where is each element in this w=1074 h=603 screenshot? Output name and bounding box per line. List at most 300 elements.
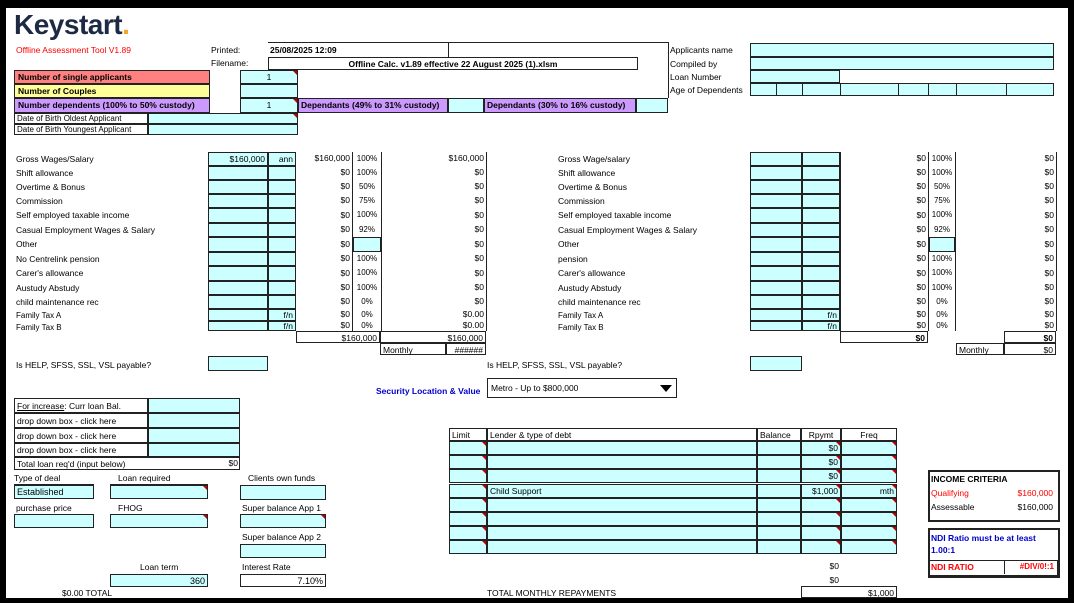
income-right-amount: $0 (916, 309, 926, 319)
income-left-freq[interactable] (268, 237, 296, 252)
income-right-amount: $0 (916, 224, 926, 234)
income-left-total: $0 (474, 239, 484, 249)
debt-extra-2: $0 (829, 575, 839, 585)
debt-lender-input[interactable] (487, 498, 757, 512)
age-dependents-label: Age of Dependents (670, 85, 743, 95)
ndi-ratio-value (1004, 561, 1054, 573)
clients-funds-input[interactable] (240, 485, 326, 500)
left-monthly-value: ###### (446, 343, 486, 355)
income-left-label: child maintenance rec (16, 297, 99, 307)
debt-balance-input[interactable] (757, 455, 801, 469)
debt-freq-input[interactable] (841, 441, 897, 455)
income-right-input[interactable] (750, 237, 802, 252)
debt-balance-input[interactable] (757, 484, 801, 498)
grid-line (1056, 152, 1057, 331)
income-left-amount: $0 (340, 268, 350, 278)
income-criteria-title: INCOME CRITERIA (931, 474, 1008, 484)
income-left-input[interactable] (208, 266, 268, 281)
debt-rpymt-input[interactable]: $0 (801, 469, 841, 483)
debt-freq-input[interactable] (841, 512, 897, 526)
income-right-amount: $0 (916, 320, 926, 330)
income-right-label: Family Tax B (558, 323, 604, 332)
debt-balance-input[interactable] (757, 498, 801, 512)
income-left-amount: $0 (340, 253, 350, 263)
income-right-freq[interactable] (802, 295, 840, 309)
income-left-input[interactable] (208, 237, 268, 252)
income-left-pct: 100% (356, 254, 378, 263)
income-left-label: Commission (16, 196, 63, 206)
income-right-label: Casual Employment Wages & Salary (558, 225, 698, 235)
applicants-name-label: Applicants name (670, 45, 733, 55)
bottom-total (62, 587, 112, 598)
income-right-input[interactable] (750, 321, 802, 331)
dob-oldest-input[interactable] (148, 113, 298, 124)
debt-header-limit: Limit (449, 428, 487, 441)
income-left-total: $0 (474, 296, 484, 306)
income-right-amount: $0 (916, 268, 926, 278)
income-right-amount: $0 (916, 181, 926, 191)
left-monthly-label: Monthly (380, 343, 446, 355)
loan-term-input[interactable]: 360 (110, 574, 208, 587)
income-right-pct: 100% (931, 154, 953, 163)
income-right-label: Other (558, 239, 580, 249)
bottom-total-label: TOTAL (85, 588, 113, 598)
help-right-label: Is HELP, SFSS, SSL, VSL payable? (487, 360, 623, 370)
filename-label: Filename: (211, 58, 249, 68)
income-right-amount: $0 (916, 239, 926, 249)
debt-rpymt-input[interactable] (801, 526, 841, 540)
grid-line (352, 152, 353, 331)
debt-lender-input[interactable] (487, 526, 757, 540)
debt-balance-input[interactable] (757, 526, 801, 540)
income-left-total: $0 (474, 253, 484, 263)
debt-limit-input[interactable] (449, 469, 487, 483)
loan-required-input[interactable] (110, 485, 208, 499)
income-right-amount: $0 (916, 282, 926, 292)
right-monthly-value: $0 (1004, 343, 1056, 355)
income-left-label: No Centrelink pension (16, 254, 100, 264)
debt-lender-input[interactable] (487, 455, 757, 469)
income-left-pct: 75% (358, 196, 375, 205)
left-total-amount: $160,000 (296, 331, 380, 343)
income-right-total: $0 (1044, 181, 1054, 191)
income-right-freq[interactable] (802, 194, 840, 208)
income-left-label: Self employed taxable income (16, 210, 130, 220)
income-right-label: Carer's allowance (558, 268, 626, 278)
type-of-deal-label: Type of deal (14, 472, 94, 485)
couples-input[interactable] (240, 84, 298, 98)
right-total-amount: $0 (840, 331, 928, 343)
debt-limit-input[interactable] (449, 512, 487, 526)
income-left-input[interactable] (208, 321, 268, 331)
debt-balance-input[interactable] (757, 469, 801, 483)
income-right-freq[interactable] (802, 252, 840, 266)
printed-value: 25/08/2025 12:09 (270, 45, 337, 55)
dropdown-3[interactable]: drop down box - click here (14, 443, 148, 457)
debt-balance-input[interactable] (757, 441, 801, 455)
income-left-amount: $0 (340, 296, 350, 306)
income-left-label: Casual Employment Wages & Salary (16, 225, 156, 235)
increase-label-rest: : Curr loan Bal. (64, 401, 121, 411)
income-left-freq[interactable] (268, 295, 296, 309)
grid-line (840, 152, 841, 331)
income-left-pct: 0% (361, 297, 373, 306)
income-right-pct: 92% (933, 225, 950, 234)
total-monthly-repayments-value: $1,000 (801, 586, 897, 598)
income-right-pct: 100% (931, 168, 953, 177)
debt-rpymt-input[interactable]: $0 (801, 441, 841, 455)
income-left-input[interactable] (208, 194, 268, 208)
grid-line (928, 152, 929, 331)
income-right-freq[interactable] (802, 166, 840, 180)
income-right-label: child maintenance rec (558, 297, 641, 307)
income-right-freq[interactable] (802, 208, 840, 223)
help-left-label: Is HELP, SFSS, SSL, VSL payable? (16, 360, 152, 370)
income-left-label: Carer's allowance (16, 268, 84, 278)
debt-lender-input[interactable] (487, 441, 757, 455)
debt-limit-input[interactable] (449, 540, 487, 554)
spreadsheet (6, 8, 1068, 598)
couples-label: Number of Couples (14, 84, 210, 98)
income-left-input[interactable] (208, 180, 268, 194)
income-left-total: $0.00 (462, 309, 484, 319)
income-left-total: $160,000 (448, 153, 484, 163)
income-right-label: Austudy Abstudy (558, 283, 622, 293)
income-left-input[interactable] (208, 295, 268, 309)
logo-dot: . (122, 9, 130, 40)
income-right-freq[interactable] (802, 281, 840, 295)
keystart-logo (14, 8, 129, 42)
income-left-pct: 100% (356, 154, 378, 163)
income-left-amount: $0 (340, 167, 350, 177)
income-left-freq[interactable] (268, 208, 296, 223)
income-right-label: Commission (558, 196, 605, 206)
dropdown-1[interactable]: drop down box - click here (14, 413, 148, 428)
income-left-label: Overtime & Bonus (16, 182, 85, 192)
security-selected: Metro - Up to $800,000 (491, 383, 579, 393)
income-left-pct: 0% (361, 310, 373, 319)
income-left-freq[interactable] (268, 166, 296, 180)
income-left-freq[interactable]: f/n (268, 309, 296, 321)
total-monthly-repayments-label: TOTAL MONTHLY REPAYMENTS (487, 588, 617, 598)
super-app2-input[interactable] (240, 544, 326, 558)
income-right-total: $0 (1044, 195, 1054, 205)
debt-lender-input[interactable] (487, 512, 757, 526)
income-right-pct: 100% (931, 283, 953, 292)
debt-lender-input[interactable]: Child Support (487, 484, 757, 498)
ndi-ratio-label: NDI RATIO (931, 562, 974, 572)
income-right-label: Self employed taxable income (558, 210, 672, 220)
qualifying-label: Qualifying (931, 488, 969, 498)
dob-youngest-input[interactable] (148, 124, 298, 135)
income-right-pct: 0% (936, 321, 948, 330)
dob-oldest-label: Date of Birth Oldest Applicant (14, 113, 148, 124)
income-right-label: Shift allowance (558, 168, 616, 178)
purchase-price-input[interactable] (14, 514, 94, 528)
compiled-by-input[interactable] (750, 57, 1054, 70)
income-right-amount: $0 (916, 210, 926, 220)
debt-header-rpymt: Rpymt (801, 428, 841, 441)
total-loan-value: $0 (228, 458, 238, 468)
income-right-total: $0 (1044, 153, 1054, 163)
debt-lender-input[interactable] (487, 469, 757, 483)
debt-rpymt-input[interactable] (801, 512, 841, 526)
debt-balance-input[interactable] (757, 512, 801, 526)
income-right-pct: 0% (936, 297, 948, 306)
fhog-label: FHOG (118, 503, 143, 513)
income-left-freq[interactable] (268, 281, 296, 295)
income-right-label: Gross Wage/salary (558, 154, 630, 164)
income-left-total: $0 (474, 181, 484, 191)
security-label: Security Location & Value (376, 386, 481, 396)
debt-freq-input[interactable] (841, 469, 897, 483)
loan-number-input[interactable] (750, 70, 840, 83)
income-right-label: Family Tax A (558, 311, 604, 320)
income-left-freq[interactable] (268, 180, 296, 194)
super-app2-label: Super balance App 2 (242, 532, 321, 542)
grid-line (486, 152, 487, 331)
increase-label (14, 398, 148, 413)
loan-required-label: Loan required (110, 472, 208, 485)
single-applicants-input[interactable]: 1 (240, 70, 298, 84)
income-right-total: $0 (1044, 309, 1054, 319)
income-right-input[interactable] (750, 152, 802, 166)
income-left-pct: 100% (356, 210, 378, 219)
income-right-freq[interactable] (802, 180, 840, 194)
income-right-input[interactable] (750, 194, 802, 208)
logo-text: Keystart (14, 9, 123, 40)
debt-rpymt-input[interactable] (801, 498, 841, 512)
income-right-pct: 75% (933, 196, 950, 205)
income-left-label: Gross Wages/Salary (16, 154, 94, 164)
debt-freq-input[interactable] (841, 498, 897, 512)
income-right-freq[interactable] (802, 237, 840, 252)
interest-rate-label: Interest Rate (242, 562, 291, 572)
income-left-pct: 100% (356, 268, 378, 277)
grid-line (381, 152, 382, 331)
income-right-input[interactable] (750, 223, 802, 237)
ndi-note: NDI Ratio must be at least 1.00:1 (931, 533, 1036, 555)
income-left-input[interactable] (208, 281, 268, 295)
debt-header-freq: Freq (841, 428, 897, 441)
income-left-total: $0.00 (462, 320, 484, 330)
income-left-label: Family Tax A (16, 311, 62, 320)
income-right-total: $0 (1044, 320, 1054, 330)
income-right-amount: $0 (916, 167, 926, 177)
right-total-value: $0 (1004, 331, 1056, 343)
income-left-pct: 100% (356, 168, 378, 177)
increase-label-underlined: For increase (17, 401, 65, 411)
compiled-by-label: Compiled by (670, 59, 718, 69)
income-right-input[interactable] (750, 281, 802, 295)
income-right-freq[interactable] (802, 223, 840, 237)
income-left-freq[interactable]: ann (268, 152, 296, 166)
income-right-input[interactable] (750, 166, 802, 180)
ndi-ratio-suffix: :1 (1046, 562, 1054, 571)
income-left-input[interactable] (208, 252, 268, 266)
income-right-pct: 50% (933, 182, 950, 191)
debt-limit-input[interactable] (449, 526, 487, 540)
debt-freq-input[interactable] (841, 526, 897, 540)
income-right-freq[interactable] (802, 152, 840, 166)
debt-limit-input[interactable] (449, 484, 487, 498)
income-left-amount: $0 (340, 309, 350, 319)
income-left-input[interactable] (208, 223, 268, 237)
income-left-freq[interactable]: f/n (268, 321, 296, 331)
left-total-value: $160,000 (380, 331, 486, 343)
debt-lender-input[interactable] (487, 540, 757, 554)
security-dropdown[interactable] (487, 378, 677, 398)
debt-limit-input[interactable] (449, 441, 487, 455)
fhog-input[interactable] (110, 514, 208, 528)
income-left-total: $0 (474, 210, 484, 220)
income-left-amount: $0 (340, 181, 350, 191)
super-app1-input[interactable] (240, 514, 326, 528)
income-left-freq[interactable] (268, 252, 296, 266)
income-left-freq[interactable] (268, 194, 296, 208)
income-right-pct: 100% (931, 268, 953, 277)
right-monthly-label: Monthly (956, 343, 1004, 355)
income-left-total: $0 (474, 268, 484, 278)
type-of-deal-select[interactable]: Established (14, 485, 94, 499)
income-left-pct: 92% (358, 225, 375, 234)
income-left-amount: $0 (340, 210, 350, 220)
income-left-freq[interactable] (268, 223, 296, 237)
income-left-pct[interactable] (353, 237, 381, 252)
dependents-input[interactable]: 1 (240, 98, 298, 113)
income-right-total: $0 (1044, 282, 1054, 292)
age-dependents-input[interactable] (750, 83, 1054, 96)
total-loan-label: Total loan req'd (input below) (14, 457, 240, 470)
income-left-total: $0 (474, 167, 484, 177)
income-right-total: $0 (1044, 224, 1054, 234)
income-left-input[interactable] (208, 166, 268, 180)
dependents-49-input[interactable] (448, 98, 484, 113)
super-app1-label: Super balance App 1 (242, 503, 321, 513)
dropdown-1-value[interactable] (148, 413, 240, 428)
debt-freq-input[interactable] (841, 455, 897, 469)
income-right-input[interactable] (750, 295, 802, 309)
income-right-pct: 100% (931, 254, 953, 263)
income-left-input[interactable] (208, 208, 268, 223)
filename-value: Offline Calc. v1.89 effective 22 August 2025 (1).xlsm (268, 57, 638, 70)
dob-youngest-label: Date of Birth Youngest Applicant (14, 124, 148, 135)
help-right-input[interactable] (750, 356, 802, 371)
interest-rate-input[interactable]: 7.10% (240, 574, 326, 587)
debt-header-lender: Lender & type of debt (487, 428, 757, 441)
dropdown-2[interactable]: drop down box - click here (14, 428, 148, 443)
help-left-input[interactable] (208, 356, 268, 371)
grid-line (955, 152, 956, 331)
debt-limit-input[interactable] (449, 455, 487, 469)
qualifying-value: $160,000 (1017, 488, 1053, 498)
income-right-pct: 100% (931, 210, 953, 219)
income-right-label: Overtime & Bonus (558, 182, 627, 192)
income-right-amount: $0 (916, 195, 926, 205)
income-right-freq[interactable]: f/n (802, 321, 840, 331)
debt-balance-input[interactable] (757, 540, 801, 554)
income-right-input[interactable] (750, 266, 802, 281)
loan-term-label: Loan term (140, 562, 179, 572)
income-right-input[interactable] (750, 252, 802, 266)
debt-rpymt-input[interactable] (801, 540, 841, 554)
single-applicants-label: Number of single applicants (14, 70, 210, 84)
dependents-49-label: Dependants (49% to 31% custody) (298, 98, 448, 113)
loan-number-label: Loan Number (670, 72, 722, 82)
income-right-total: $0 (1044, 167, 1054, 177)
income-left-total: $0 (474, 282, 484, 292)
income-left-amount: $0 (340, 320, 350, 330)
income-left-label: Austudy Abstudy (16, 283, 80, 293)
income-left-amount: $0 (340, 195, 350, 205)
income-right-label: pension (558, 254, 588, 264)
income-right-amount: $0 (916, 153, 926, 163)
income-left-pct: 100% (356, 283, 378, 292)
income-left-input[interactable] (208, 309, 268, 321)
bottom-total-value: $0.00 (62, 588, 84, 598)
income-right-freq[interactable] (802, 266, 840, 281)
income-left-freq[interactable] (268, 266, 296, 281)
tool-version: Offline Assessment Tool V1.89 (16, 45, 131, 55)
printed-label: Printed: (211, 45, 241, 55)
income-left-amount: $0 (340, 239, 350, 249)
clients-funds-label: Clients own funds (248, 473, 316, 483)
income-right-amount: $0 (916, 296, 926, 306)
income-left-amount: $0 (340, 282, 350, 292)
purchase-price-label: purchase price (16, 503, 72, 513)
debt-freq-input[interactable] (841, 540, 897, 554)
income-right-input[interactable] (750, 180, 802, 194)
debt-freq-input[interactable]: mth (841, 484, 897, 498)
applicants-name-input[interactable] (750, 43, 1054, 57)
chevron-down-icon[interactable] (660, 385, 672, 392)
dropdown-2-value[interactable] (148, 428, 240, 443)
income-right-pct: 0% (936, 310, 948, 319)
income-right-total: $0 (1044, 210, 1054, 220)
debt-extra-1: $0 (829, 561, 839, 571)
income-right-freq[interactable]: f/n (802, 309, 840, 321)
income-right-pct[interactable] (929, 237, 955, 252)
income-right-input[interactable] (750, 208, 802, 223)
dependents-30-label: Dependants (30% to 16% custody) (484, 98, 636, 113)
income-right-total: $0 (1044, 268, 1054, 278)
income-right-total: $0 (1044, 253, 1054, 263)
income-left-amount: $160,000 (314, 153, 350, 163)
income-left-total: $0 (474, 195, 484, 205)
ndi-ratio-value-text: #DIV/0! (1019, 562, 1047, 571)
income-right-total: $0 (1044, 239, 1054, 249)
debt-limit-input[interactable] (449, 498, 487, 512)
income-left-input[interactable]: $160,000 (208, 152, 268, 166)
assessable-label: Assessable (931, 502, 975, 512)
debt-header-balance: Balance (757, 428, 801, 441)
income-left-pct: 50% (358, 182, 375, 191)
income-left-pct: 0% (361, 321, 373, 330)
income-right-amount: $0 (916, 253, 926, 263)
debt-rpymt-input[interactable]: $1,000 (801, 484, 841, 498)
assessable-value: $160,000 (1017, 502, 1053, 512)
income-right-input[interactable] (750, 309, 802, 321)
income-left-total: $0 (474, 224, 484, 234)
dropdown-3-value[interactable] (148, 443, 240, 457)
debt-rpymt-input[interactable]: $0 (801, 455, 841, 469)
dependents-30-input[interactable] (636, 98, 668, 113)
income-left-amount: $0 (340, 224, 350, 234)
dependents-label: Number dependents (100% to 50% custody) (14, 98, 210, 113)
income-left-label: Family Tax B (16, 323, 62, 332)
curr-loan-bal-input[interactable] (148, 398, 240, 413)
income-right-total: $0 (1044, 296, 1054, 306)
